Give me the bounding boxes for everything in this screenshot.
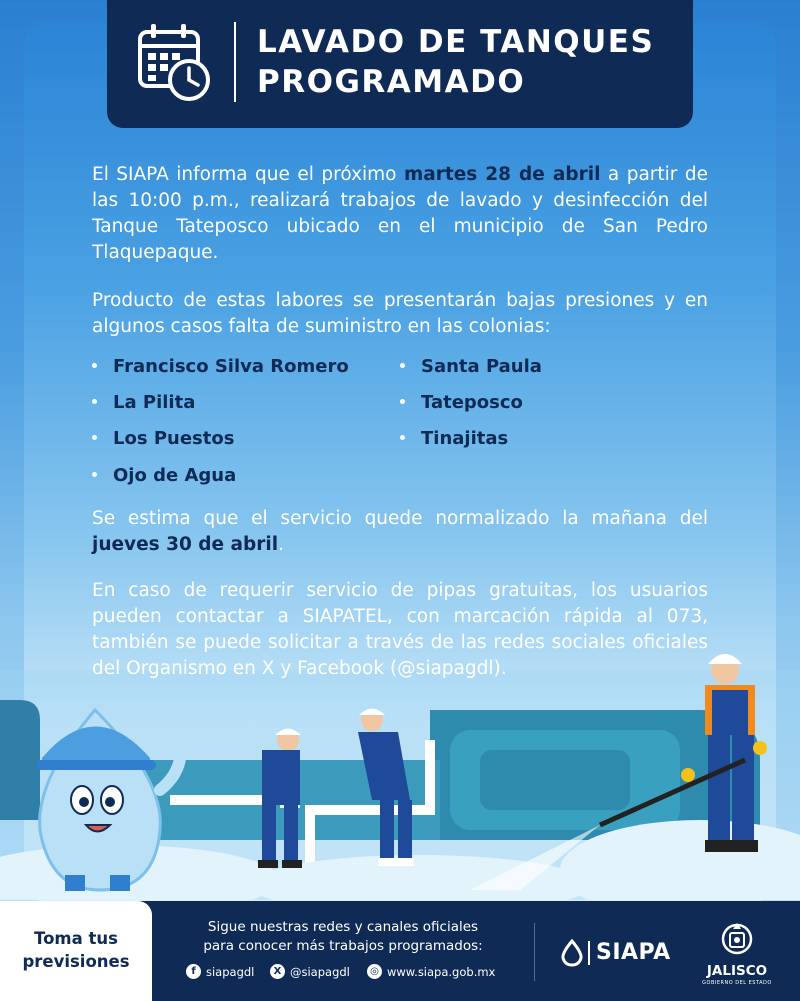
tip-text (0, 927, 152, 973)
bullet (400, 363, 405, 368)
tip-line-2: previsiones (22, 952, 130, 971)
list-item (92, 427, 234, 451)
header-divider (234, 22, 236, 102)
restore-suffix: . (278, 534, 284, 555)
bullet (92, 435, 97, 440)
list-item (400, 427, 508, 451)
x-icon: X (270, 964, 285, 979)
bullet (92, 363, 97, 368)
jalisco-seal-icon (715, 917, 759, 961)
bullet (92, 399, 97, 404)
calendar-clock-icon (137, 22, 211, 102)
tip-line-1: Toma tus (34, 929, 118, 948)
title-line-2: PROGRAMADO (257, 64, 526, 100)
list-item (400, 391, 523, 415)
colonia-name: La Pilita (113, 392, 196, 413)
colonia-name: Los Puestos (113, 428, 235, 449)
colonia-name: Tinajitas (421, 428, 509, 449)
restore-prefix: Se estima que el servicio quede normalizado la mañana del (92, 508, 708, 529)
facebook-handle: siapagdl (206, 965, 255, 979)
intro-paragraph (92, 162, 708, 266)
colonia-name: Ojo de Agua (113, 465, 237, 486)
logo-separator (588, 941, 590, 965)
list-item (92, 464, 236, 488)
footer (0, 901, 800, 1001)
colonia-name: Santa Paula (421, 356, 542, 377)
colonia-name: Tateposco (421, 392, 523, 413)
x-link[interactable] (270, 963, 350, 981)
siapa-logo-text: SIAPA (596, 940, 671, 965)
intro-suffix: a partir de las 10:00 p.m., realizará trabajos de lavado y desinfección del Tanque Tateposco ubicado en el municipio de San Pedro Tlaquepaque. (92, 164, 708, 263)
globe-icon: ◎ (367, 964, 382, 979)
follow-line-2: para conocer más trabajos programados: (203, 938, 483, 954)
website-url: www.siapa.gob.mx (387, 965, 496, 979)
intro-date: martes 28 de abril (403, 164, 601, 185)
siapa-logo (560, 937, 671, 969)
x-handle: @siapagdl (290, 965, 350, 979)
water-drop-icon (560, 939, 584, 967)
tip-box (0, 901, 152, 1001)
list-item (92, 391, 195, 415)
footer-divider (534, 923, 535, 981)
list-item (400, 355, 542, 379)
header-banner (107, 0, 693, 128)
title-line-1: LAVADO DE TANQUES (257, 24, 655, 60)
pipas-paragraph: En caso de requerir servicio de pipas gratuitas, los usuarios pueden contactar a SIAPATEL, con marcación rápida al 073, también se puede solicitar a través de las redes sociales oficiales del Organismo en X y Facebook (@siapagdl). (92, 580, 708, 679)
restore-paragraph (92, 506, 708, 558)
follow-line-1: Sigue nuestras redes y canales oficiales (207, 919, 479, 935)
jalisco-name: JALISCO (706, 963, 768, 979)
website-link[interactable] (367, 963, 495, 981)
restore-date: jueves 30 de abril (92, 534, 279, 555)
follow-text (178, 918, 508, 956)
bullet (400, 435, 405, 440)
jalisco-subtitle: GOBIERNO DEL ESTADO (702, 980, 772, 986)
list-item (92, 355, 349, 379)
page-title (257, 22, 677, 102)
facebook-link[interactable] (186, 963, 254, 981)
facebook-icon: f (186, 964, 201, 979)
bullet (92, 472, 97, 477)
bullet (400, 399, 405, 404)
colonia-name: Francisco Silva Romero (113, 356, 349, 377)
intro-prefix: El SIAPA informa que el próximo (92, 164, 404, 185)
effects-paragraph: Producto de estas labores se presentarán bajas presiones y en algunos casos falta de suministro en las colonias: (92, 290, 708, 337)
